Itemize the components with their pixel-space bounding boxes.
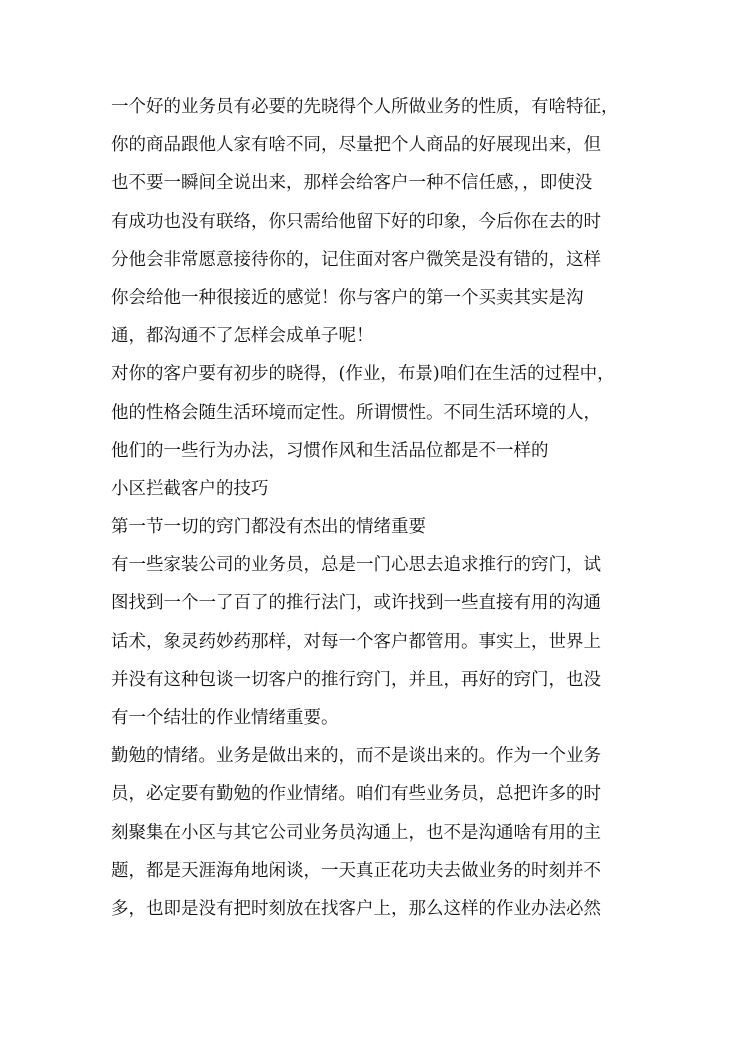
text-line: 多，也即是没有把时刻放在找客户上，那么这样的作业办法必然 xyxy=(111,898,601,919)
text-line: 他的性格会随生活环境而定性。所谓惯性。不同生活环境的人， xyxy=(111,402,601,423)
text-line: 通，都沟通不了怎样会成单子呢！ xyxy=(111,326,374,347)
text-line: 你会给他一种很接近的感觉！你与客户的第一个买卖其实是沟 xyxy=(111,287,584,308)
text-line: 有成功也没有联络，你只需给他留下好的印象，今后你在去的时 xyxy=(111,211,601,232)
section-heading: 小区拦截客户的技巧 xyxy=(111,478,269,499)
text-line: 勤勉的情绪。业务是做出来的，而不是谈出来的。作为一个业务 xyxy=(111,746,601,767)
text-line: 话术，象灵药妙药那样，对每一个客户都管用。事实上，世界上 xyxy=(111,631,601,652)
text-line: 一个好的业务员有必要的先晓得个人所做业务的性质，有啥特征， xyxy=(111,97,619,117)
text-line: 分他会非常愿意接待你的，记住面对客户微笑是没有错的，这样 xyxy=(111,249,601,270)
text-line: 图找到一个一了百了的推行法门，或许找到一些直接有用的沟通 xyxy=(111,593,601,614)
text-line: 题，都是天涯海角地闲谈，一天真正花功夫去做业务的时刻并不 xyxy=(111,860,601,881)
text-line: 并没有这种包谈一切客户的推行窍门，并且，再好的窍门，也没 xyxy=(111,669,601,690)
section-heading: 第一节一切的窍门都没有杰出的情绪重要 xyxy=(111,517,426,538)
text-line: 刻聚集在小区与其它公司业务员沟通上，也不是沟通啥有用的主 xyxy=(111,822,601,843)
text-line: 有一个结壮的作业情绪重要。 xyxy=(111,708,339,728)
text-line: 员，必定要有勤勉的作业情绪。咱们有些业务员，总把许多的时 xyxy=(111,784,601,805)
text-line: 对你的客户要有初步的晓得，(作业，布景)咱们在生活的过程中， xyxy=(111,364,615,385)
text-line: 有一些家装公司的业务员，总是一门心思去追求推行的窍门，试 xyxy=(111,555,601,576)
text-line: 也不要一瞬间全说出来，那样会给客户一种不信任感，，即使没 xyxy=(111,173,593,194)
text-line: 他们的一些行为办法，习惯作风和生活品位都是不一样的 xyxy=(111,440,549,461)
text-line: 你的商品跟他人家有啥不同，尽量把个人商品的好展现出来，但 xyxy=(111,135,601,156)
document-body xyxy=(111,88,637,928)
